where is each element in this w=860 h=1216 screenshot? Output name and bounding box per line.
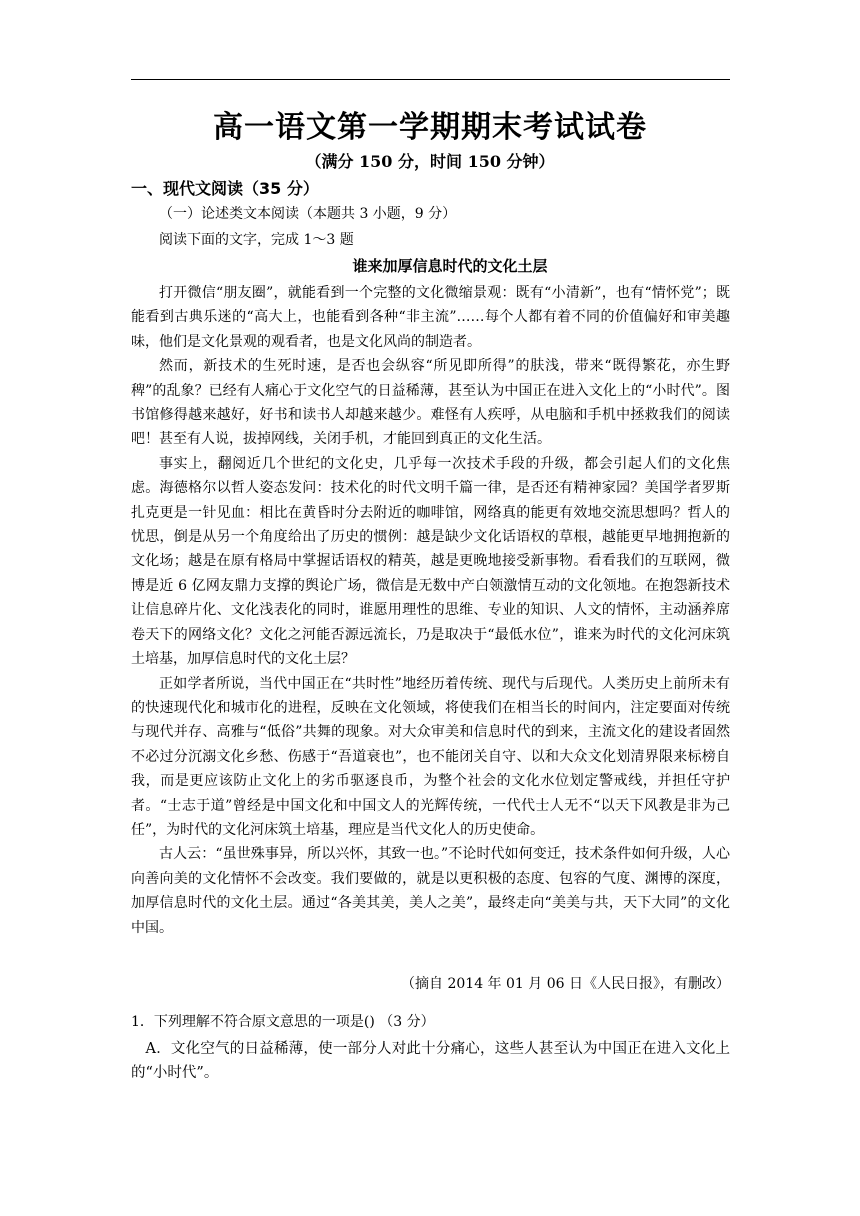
- exam-subtitle: （满分 150 分，时间 150 分钟）: [305, 152, 555, 171]
- question-option-a: A．文化空气的日益稀薄，使一部分人对此十分痛心，这些人甚至认为中国正在进入文化上的“小时代”。: [131, 1041, 730, 1081]
- section-heading: 一、现代文阅读（35 分）: [131, 179, 319, 198]
- article-paragraph: 然而，新技术的生死时速，是否也会纵容“所见即所得”的肤浅，带来“既得繁花，亦生野稗”的乱象？已经有人痛心于文化空气的日益稀薄，甚至认为中国正在进入文化上的“小时代”。图书馆修得越来越好，好书和读书人却越来越少。难怪有人疾呼，从电脑和手机中拯救我们的阅读吧！甚至有人说，拔掉网线，关闭手机，才能回到真正的文化生活。: [131, 358, 730, 448]
- question-stem: 1．下列理解不符合原文意思的一项是() （3 分）: [131, 1014, 435, 1030]
- article-paragraph: 打开微信“朋友圈”，就能看到一个完整的文化微缩景观：既有“小清新”，也有“情怀党”；既能看到古典乐迷的“高大上，也能看到各种“非主流”……每个人都有着不同的价值偏好和审美趣味，他们是文化景观的观看者，也是文化风尚的制造者。: [131, 285, 730, 350]
- article-body: [131, 281, 730, 940]
- header-rule: [131, 79, 730, 80]
- article-title: 谁来加厚信息时代的文化土层: [352, 257, 548, 275]
- article-paragraph: 正如学者所说，当代中国正在“共时性”地经历着传统、现代与后现代。人类历史上前所未有的快速现代化和城市化的进程，反映在文化领域，将使我们在相当长的时间内，注定要面对传统与现代并存、高雅与“低俗”共舞的现象。对大众审美和信息时代的到来，主流文化的建设者固然不必过分沉溺文化乡愁、伤感于“吾道衰也”，也不能闭关自守、以和大众文化划清界限来标榜自我，而是更应该防止文化上的劣币驱逐良币，为整个社会的文化水位划定警戒线，并担任守护者。“士志于道”曾经是中国文化和中国文人的光辉传统，一代代士人无不“以天下风教是非为己任”，为时代的文化河床筑土培基，理应是当代文化人的历史使命。: [131, 675, 730, 838]
- sub-heading: （一）论述类文本阅读（本题共 3 小题，9 分）: [159, 206, 457, 222]
- article-paragraph: 事实上，翻阅近几个世纪的文化史，几乎每一次技术手段的升级，都会引起人们的文化焦虑。海德格尔以哲人姿态发问：技术化的时代文明千篇一律，是否还有精神家园？美国学者罗斯扎克更是一针见血：相比在黄昏时分去附近的咖啡馆，网络真的能更有效地交流思想吗？哲人的忧思，倒是从另一个角度给出了历史的惯例：越是缺少文化话语权的草根，越能更早地拥抱新的文化场；越是在原有格局中掌握话语权的精英，越是更晚地接受新事物。看看我们的互联网，微博是近 6 亿网友鼎力支撑的舆论广场，微信是无数中产白领激情互动的文化领地。在抱怨新技术让信息碎片化、文化浅表化的同时，谁愿用理性的思维、专业的知识、人文的情怀，主动涵养席卷天下的网络文化？文化之河能否源远流长，乃是取决于“最低水位”，谁来为时代的文化河床筑土培基，加厚信息时代的文化土层？: [131, 455, 730, 668]
- article-source: （摘自 2014 年 01 月 06 日《人民日报》，有删改）: [401, 976, 730, 992]
- reading-instruction: 阅读下面的文字，完成 1～3 题: [159, 232, 354, 248]
- exam-title: 高一语文第一学期期末考试试卷: [213, 110, 647, 145]
- article-paragraph: 古人云：“虽世殊事异，所以兴怀，其致一也。”不论时代如何变迁，技术条件如何升级，人心向善向美的文化情怀不会改变。我们要做的，就是以更积极的态度、包容的气度、渊博的深度，加厚信息时代的文化土层。通过“各美其美，美人之美”，最终走向“美美与共，天下大同”的文化中国。: [131, 846, 730, 936]
